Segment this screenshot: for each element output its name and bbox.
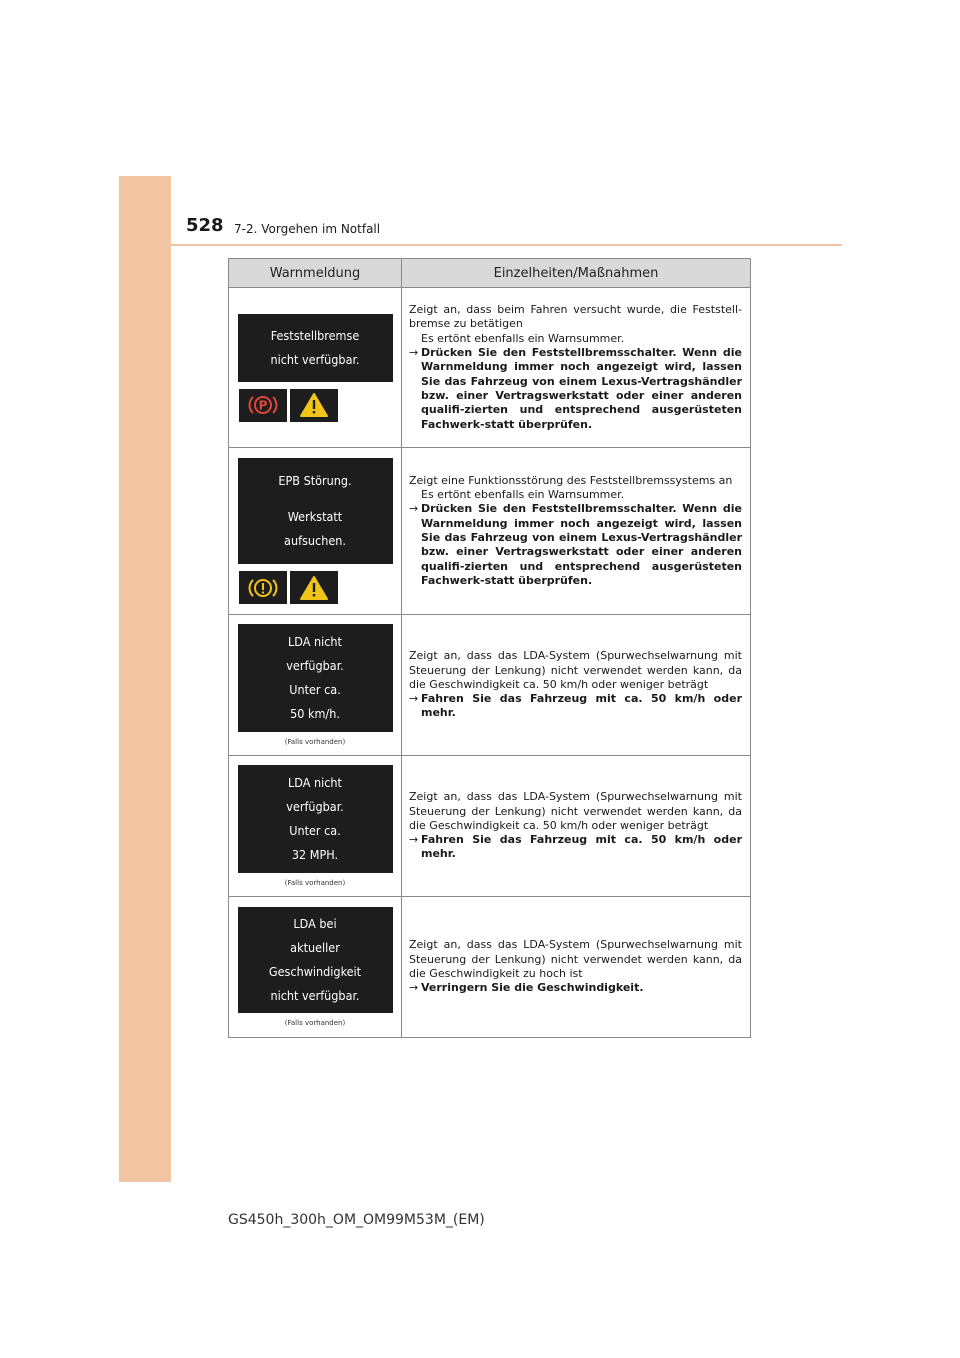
display-line: EPB Störung.: [278, 473, 352, 488]
description: Zeigt eine Funktionsstörung des Feststellbremssystems an: [409, 473, 733, 487]
svg-text:P: P: [258, 398, 268, 413]
display-line: aktueller: [290, 940, 340, 955]
display-line: LDA nicht: [288, 634, 342, 649]
table-row: [229, 615, 751, 756]
description: Zeigt an, dass das LDA-System (Spurwechselwarnung mit Steuerung der Lenkung) nicht verwendet werden kann, da die Geschwindigkeit zu hoch ist: [409, 938, 742, 980]
details-cell: [402, 288, 751, 448]
warning-table: [228, 258, 751, 1038]
details-cell: [402, 448, 751, 615]
arrow-icon: →: [409, 692, 419, 706]
table-row: [229, 756, 751, 897]
section-title: 7-2. Vorgehen im Notfall: [234, 222, 381, 236]
display-line: Unter ca.: [289, 682, 341, 697]
warning-image-cell: [229, 897, 402, 1038]
display-line: Werkstatt: [287, 509, 343, 524]
display-line: LDA bei: [293, 916, 337, 931]
display-line: aufsuchen.: [284, 533, 346, 548]
arrow-icon: →: [409, 981, 419, 995]
table-row: [229, 288, 751, 448]
action: [409, 981, 742, 995]
brake-system-icon: [239, 571, 287, 604]
display-line: Unter ca.: [289, 823, 341, 838]
action-text: Drücken Sie den Feststellbremsschalter. Wenn die Warnmeldung immer noch angezeigt wird, lassen Sie das Fahrzeug von einem Lexus-Vertragshändler bzw. einer Vertragswerkstatt oder einer anderen qualifi-zierten und entsprechend ausgerüsteten Fachwerk-statt überprüfen.: [421, 346, 742, 431]
table-row: [229, 448, 751, 615]
availability-caption: (Falls vorhanden): [284, 1019, 346, 1027]
description: Zeigt an, dass das LDA-System (Spurwechselwarnung mit Steuerung der Lenkung) nicht verwendet werden kann, da die Geschwindigkeit ca. 50 km/h oder weniger beträgt: [409, 649, 742, 691]
description: Zeigt an, dass das LDA-System (Spurwechselwarnung mit Steuerung der Lenkung) nicht verwendet werden kann, da die Geschwindigkeit ca. 50 km/h oder weniger beträgt: [409, 790, 742, 832]
details-cell: [402, 756, 751, 897]
document-id-footer: GS450h_300h_OM_OM99M53M_(EM): [228, 1212, 485, 1228]
chapter-sidebar: [119, 176, 171, 1182]
action: [409, 502, 742, 588]
action-text: Verringern Sie die Geschwindigkeit.: [421, 981, 644, 995]
display-line: Geschwindigkeit: [268, 964, 362, 979]
description: Zeigt an, dass beim Fahren versucht wurde, die Feststell-bremse zu betätigen: [409, 303, 742, 331]
action-text: Drücken Sie den Feststellbremsschalter. Wenn die Warnmeldung immer noch angezeigt wird, lassen Sie das Fahrzeug von einem Lexus-Vertragshändler bzw. einer Vertragswerkstatt oder einer anderen qualifi-zierten und entsprechend ausgerüsteten Fachwerk-statt überprüfen.: [421, 502, 742, 587]
action-text: Fahren Sie das Fahrzeug mit ca. 50 km/h oder mehr.: [421, 692, 742, 720]
indicator-icons: [239, 571, 401, 604]
warning-triangle-icon: [290, 389, 338, 422]
note: Es ertönt ebenfalls ein Warnsummer.: [421, 331, 625, 345]
warning-image-cell: [229, 615, 402, 756]
warning-display: [238, 458, 393, 564]
page-number: 528: [186, 215, 224, 236]
availability-caption: (Falls vorhanden): [284, 738, 346, 746]
arrow-icon: →: [409, 833, 419, 847]
warning-display: [238, 314, 393, 382]
availability-caption: (Falls vorhanden): [284, 879, 346, 887]
display-line: nicht verfügbar.: [270, 351, 360, 367]
warning-image-cell: [229, 756, 402, 897]
display-line: verfügbar.: [286, 799, 344, 814]
warning-display: [238, 624, 393, 732]
warning-triangle-icon: [290, 571, 338, 604]
details-cell: [402, 615, 751, 756]
display-line: 50 km/h.: [290, 706, 340, 721]
note: Es ertönt ebenfalls ein Warnsummer.: [421, 488, 625, 502]
display-line: Feststellbremse: [270, 327, 360, 343]
col-header-einzelheiten: Einzelheiten/Maßnahmen: [402, 259, 751, 288]
warning-image-cell: [229, 448, 402, 615]
table-row: [229, 897, 751, 1038]
warning-display: [238, 765, 393, 873]
action: [409, 692, 742, 721]
table-header-row: [229, 259, 751, 288]
action: [409, 346, 742, 432]
parking-brake-icon: [239, 389, 287, 422]
details-cell: [402, 897, 751, 1038]
warning-image-cell: [229, 288, 402, 448]
display-line: 32 MPH.: [291, 847, 339, 862]
display-line: LDA nicht: [288, 775, 342, 790]
header-rule: [171, 244, 842, 246]
col-header-warnmeldung: Warnmeldung: [229, 259, 402, 288]
display-line: nicht verfügbar.: [270, 988, 360, 1003]
action: [409, 833, 742, 862]
display-line: verfügbar.: [286, 658, 344, 673]
arrow-icon: →: [409, 346, 419, 360]
indicator-icons: [239, 389, 401, 422]
warning-display: [238, 907, 393, 1013]
arrow-icon: →: [409, 502, 419, 516]
action-text: Fahren Sie das Fahrzeug mit ca. 50 km/h oder mehr.: [421, 833, 742, 861]
